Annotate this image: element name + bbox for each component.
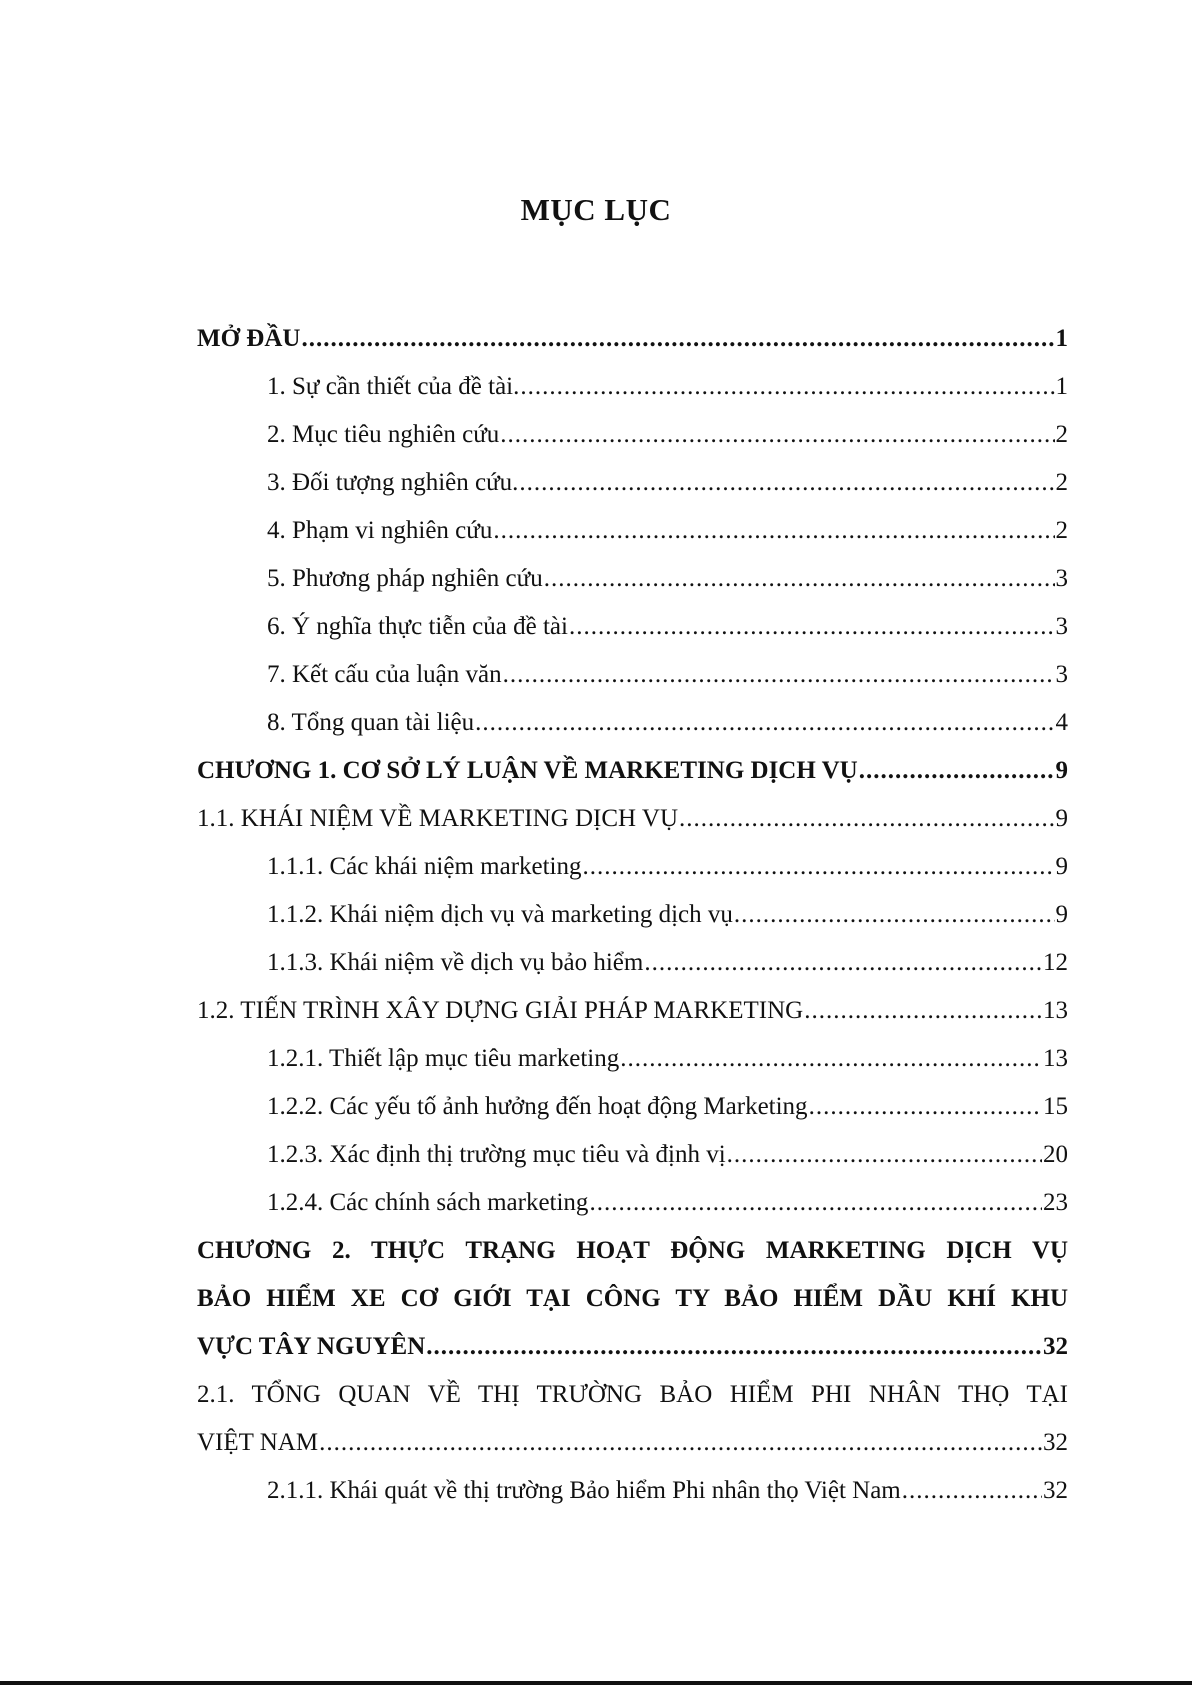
dot-leader <box>569 603 1055 651</box>
dot-leader <box>520 363 1054 411</box>
toc-entry-page: 2 <box>1055 517 1068 544</box>
toc-entry-title: 6. Ý nghĩa thực tiễn của đề tài <box>267 613 568 640</box>
page-title: MỤC LỤC <box>520 192 672 227</box>
toc-entry-page: 32 <box>1043 1429 1068 1456</box>
toc-group-chapter2-subsections <box>197 1467 1068 1515</box>
dot-leader <box>809 1083 1042 1131</box>
table-of-contents <box>197 315 1068 1515</box>
toc-entry-line: BẢO HIỂM XE CƠ GIỚI TẠI CÔNG TY BẢO HIỂM DẦU KHÍ KHU <box>197 1285 1068 1312</box>
dot-leader <box>503 651 1055 699</box>
toc-entry[interactable] <box>197 315 1068 363</box>
toc-entry-page: 13 <box>1043 1045 1068 1072</box>
toc-entry[interactable] <box>197 795 1068 843</box>
toc-entry[interactable] <box>197 939 1068 987</box>
toc-entry[interactable] <box>197 987 1068 1035</box>
toc-entry[interactable] <box>197 363 1068 411</box>
toc-entry-title: 1.1.2. Khái niệm dịch vụ và marketing dịch vụ <box>267 901 733 928</box>
toc-entry-title: 1.2.2. Các yếu tố ảnh hưởng đến hoạt động Marketing <box>267 1093 808 1120</box>
dot-leader <box>902 1467 1042 1515</box>
toc-entry-line: CHƯƠNG 2. THỰC TRẠNG HOẠT ĐỘNG MARKETING DỊCH VỤ <box>197 1237 1068 1264</box>
dot-leader <box>493 507 1054 555</box>
toc-entry-page: 9 <box>1055 805 1068 832</box>
toc-entry[interactable] <box>197 1131 1068 1179</box>
toc-entry-title: 1.1. KHÁI NIỆM VỀ MARKETING DỊCH VỤ <box>197 805 678 832</box>
toc-entry-page: 1 <box>1055 373 1068 400</box>
toc-entry[interactable] <box>197 1083 1068 1131</box>
toc-entry[interactable] <box>197 1179 1068 1227</box>
toc-entry-title: 3. Đối tượng nghiên cứu. <box>267 469 519 496</box>
toc-entry-title: 2.1.1. Khái quát về thị trường Bảo hiểm Phi nhân thọ Việt Nam <box>267 1477 901 1504</box>
toc-entry-page: 23 <box>1043 1189 1068 1216</box>
toc-entry[interactable] <box>197 891 1068 939</box>
dot-leader <box>679 795 1055 843</box>
toc-entry-title: 7. Kết cấu của luận văn <box>267 661 502 688</box>
toc-entry-title: 1.1.3. Khái niệm về dịch vụ bảo hiểm <box>267 949 644 976</box>
toc-entry[interactable] <box>197 651 1068 699</box>
toc-entry-page: 13 <box>1043 997 1068 1024</box>
toc-entry-title: 2. Mục tiêu nghiên cứu <box>267 421 500 448</box>
dot-leader <box>319 1419 1042 1467</box>
toc-entry[interactable] <box>197 1467 1068 1515</box>
toc-entry-page: 9 <box>1055 757 1068 784</box>
dot-leader <box>583 843 1055 891</box>
toc-entry[interactable] <box>197 555 1068 603</box>
toc-entry-page: 9 <box>1055 853 1068 880</box>
dot-leader <box>804 987 1042 1035</box>
toc-entry-title: 1.2.1. Thiết lập mục tiêu marketing <box>267 1045 620 1072</box>
toc-entry[interactable] <box>197 459 1068 507</box>
dot-leader <box>644 939 1042 987</box>
toc-entry[interactable] <box>197 699 1068 747</box>
toc-entry[interactable] <box>197 1035 1068 1083</box>
dot-leader <box>727 1131 1042 1179</box>
toc-entry-title: VIỆT NAM <box>197 1429 319 1456</box>
toc-entry-page: 3 <box>1055 613 1068 640</box>
toc-entry-page: 1 <box>1055 325 1068 352</box>
dot-leader <box>475 699 1054 747</box>
toc-entry-page: 32 <box>1043 1333 1068 1360</box>
dot-leader <box>589 1179 1042 1227</box>
toc-entry-title: MỞ ĐẦU <box>197 325 301 352</box>
toc-entry-page: 12 <box>1043 949 1068 976</box>
bottom-border <box>0 1681 1192 1685</box>
toc-entry-page: 2 <box>1055 421 1068 448</box>
dot-leader <box>500 411 1054 459</box>
toc-entry-chapter-2[interactable] <box>197 1227 1068 1371</box>
toc-entry[interactable] <box>197 603 1068 651</box>
toc-entry-title: 1.1.1. Các khái niệm marketing <box>267 853 582 880</box>
toc-entry-title: 8. Tổng quan tài liệu <box>267 709 475 736</box>
dot-leader <box>544 555 1055 603</box>
toc-entry-title: VỰC TÂY NGUYÊN <box>197 1333 426 1360</box>
toc-entry-line: 2.1. TỔNG QUAN VỀ THỊ TRƯỜNG BẢO HIỂM PHI NHÂN THỌ TẠI <box>197 1381 1068 1408</box>
dot-leader <box>426 1323 1042 1371</box>
toc-entry-page: 4 <box>1055 709 1068 736</box>
toc-entry-title: CHƯƠNG 1. CƠ SỞ LÝ LUẬN VỀ MARKETING DỊCH VỤ <box>197 757 858 784</box>
toc-entry-page: 20 <box>1043 1141 1068 1168</box>
toc-entry-last-line <box>197 1419 1068 1467</box>
toc-entry-section-2-1[interactable] <box>197 1371 1068 1467</box>
toc-entry-page: 15 <box>1043 1093 1068 1120</box>
toc-entry[interactable] <box>197 843 1068 891</box>
toc-group-intro-chapter1 <box>197 315 1068 1227</box>
toc-entry-title: 4. Phạm vi nghiên cứu <box>267 517 493 544</box>
toc-entry-title: 1.2. TIẾN TRÌNH XÂY DỰNG GIẢI PHÁP MARKETING <box>197 997 804 1024</box>
dot-leader <box>859 747 1055 795</box>
toc-entry-title: 1.2.3. Xác định thị trường mục tiêu và định vị <box>267 1141 726 1168</box>
dot-leader <box>301 315 1054 363</box>
toc-entry-page: 9 <box>1055 901 1068 928</box>
toc-entry-title: 1.2.4. Các chính sách marketing <box>267 1189 589 1216</box>
dot-leader <box>734 891 1055 939</box>
toc-entry-page: 3 <box>1055 565 1068 592</box>
dot-leader <box>620 1035 1042 1083</box>
toc-entry-page: 3 <box>1055 661 1068 688</box>
toc-entry[interactable] <box>197 747 1068 795</box>
toc-entry-title: 5. Phương pháp nghiên cứu <box>267 565 543 592</box>
dot-leader <box>519 459 1054 507</box>
toc-entry[interactable] <box>197 411 1068 459</box>
toc-entry-last-line <box>197 1323 1068 1371</box>
toc-entry[interactable] <box>197 507 1068 555</box>
toc-entry-page: 32 <box>1043 1477 1068 1504</box>
toc-entry-page: 2 <box>1055 469 1068 496</box>
toc-entry-title: 1. Sự cần thiết của đề tài. <box>267 373 520 400</box>
